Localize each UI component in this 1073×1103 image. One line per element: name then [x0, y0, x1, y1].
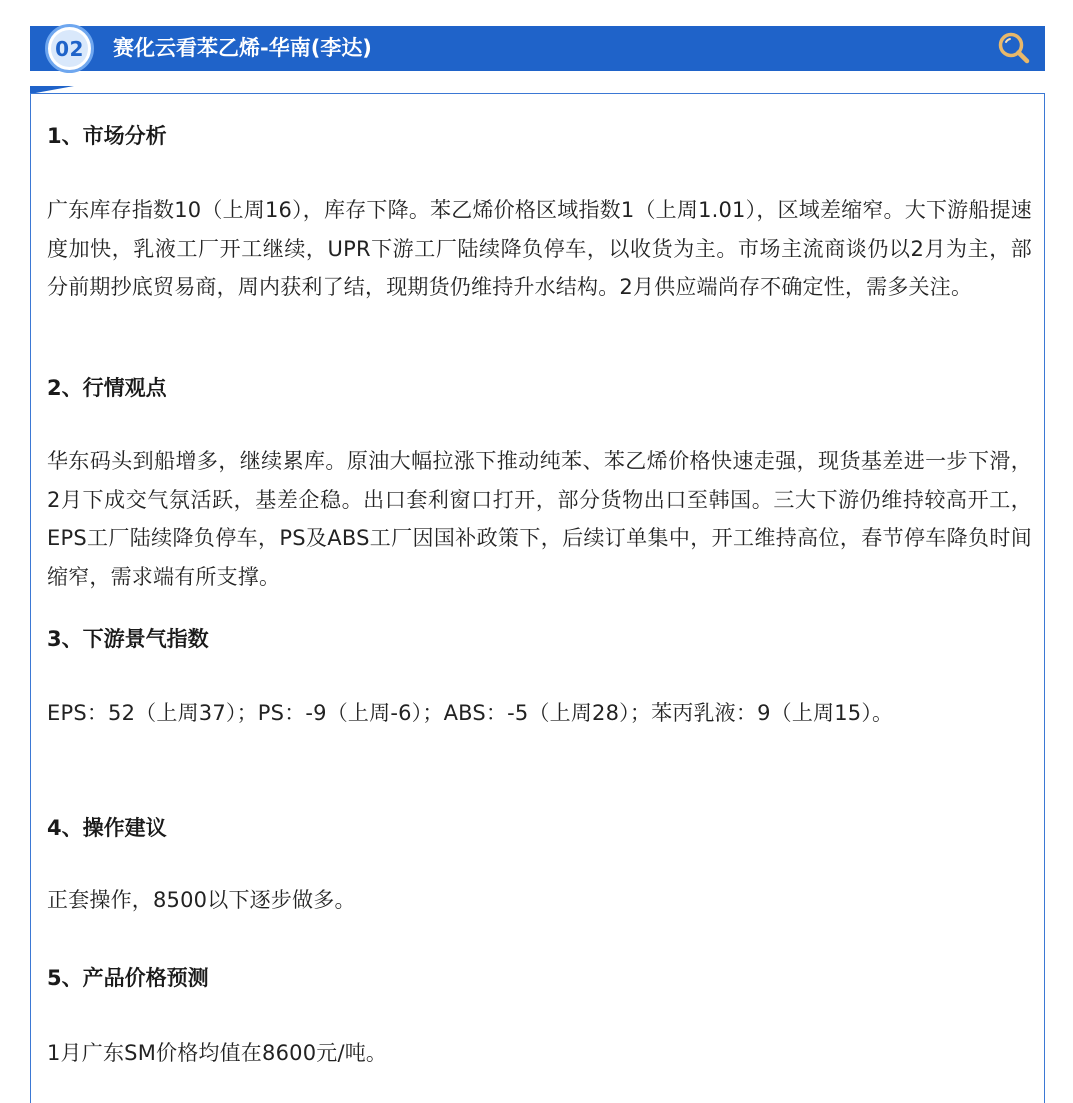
heading-market-view: 2、行情观点 — [47, 376, 167, 400]
section-number-badge — [45, 24, 94, 73]
paragraph-market-analysis: 广东库存指数10（上周16），库存下降。苯乙烯价格区域指数1（上周1.01），区域差缩窄。大下游船提速度加快，乳液工厂开工继续，UPR下游工厂陆续降负停车，以收货为主。市场主流商谈仍以2月为主，部分前期抄底贸易商，周内获利了结，现期货仍维持升水结构。2月供应端尚存不确定性，需多关注。 — [47, 198, 1032, 299]
paragraph-price-forecast: 1月广东SM价格均值在8600元/吨。 — [47, 1041, 388, 1065]
section-title: 赛化云看苯乙烯-华南(李达) — [113, 36, 372, 60]
heading-operation-advice: 4、操作建议 — [47, 816, 167, 840]
paragraph-downstream-index: EPS：52（上周37）；PS：-9（上周-6）；ABS：-5（上周28）；苯丙乳液：9（上周15）。 — [47, 701, 894, 725]
heading-downstream-index: 3、下游景气指数 — [47, 627, 209, 651]
paragraph-market-view: 华东码头到船增多，继续累库。原油大幅拉涨下推动纯苯、苯乙烯价格快速走强，现货基差进一步下滑，2月下成交气氛活跃，基差企稳。出口套利窗口打开，部分货物出口至韩国。三大下游仍维持较高开工，EPS工厂陆续降负停车，PS及ABS工厂因国补政策下，后续订单集中，开工维持高位，春节停车降负时间缩窄，需求端有所支撑。 — [47, 449, 1032, 589]
search-icon[interactable] — [996, 30, 1032, 66]
paragraph-operation-advice: 正套操作，8500以下逐步做多。 — [47, 888, 356, 912]
heading-price-forecast: 5、产品价格预测 — [47, 966, 209, 990]
heading-market-analysis: 1、市场分析 — [47, 124, 167, 148]
section-header — [30, 26, 1045, 71]
section-number: 02 — [51, 30, 88, 67]
